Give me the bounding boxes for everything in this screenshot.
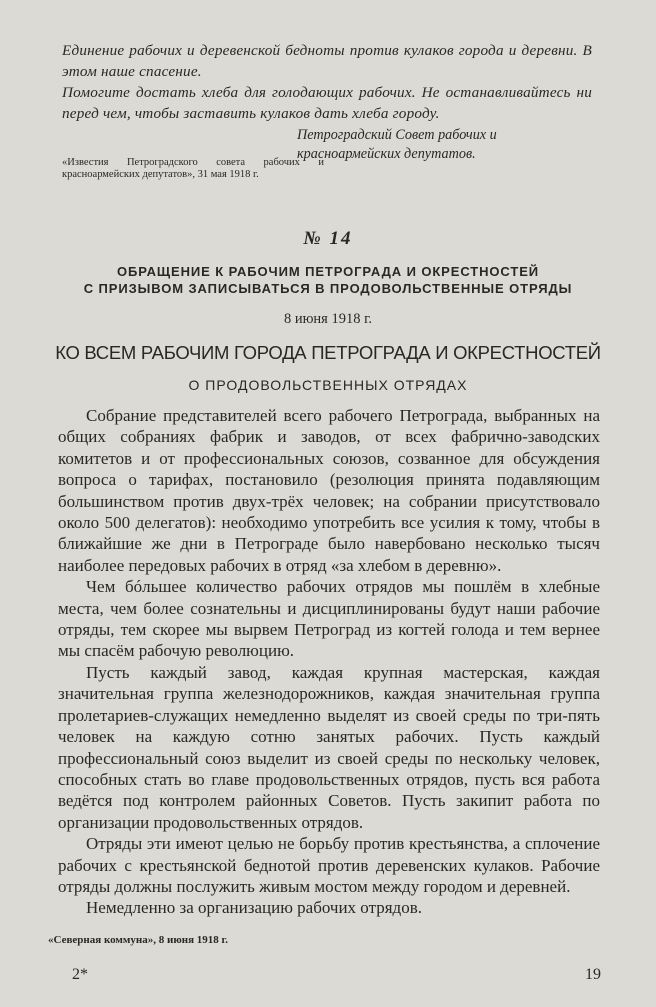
body-paragraph: Чем бóльшее количество рабочих отрядов мы пошлём в хлебные места, чем более сознательны и дисциплинированы будут наши рабочие отряды, тем скорее мы вырвем Петроград из когтей голода и тем вернее мы спасём рабочую революцию. <box>58 577 600 661</box>
signature: Петроградский Совет рабочих и красноармейских депутатов. <box>297 127 497 162</box>
document-date: 8 июня 1918 г. <box>283 311 373 327</box>
body-paragraph: Пусть каждый завод, каждая крупная мастерская, каждая значительная группа железнодорожников, каждая значительная группа пролетариев-служащих немедленно выделят из своей среды по три-пять человек на каждую сотню занятых рабочих. Пусть каждый профессиональный союз выделит из своей среды по нескольку человек, способных стать во главе продовольственных отрядов, пусть вся работа ведётся под контролем районных Советов. Пусть закипит работа по организации продовольственных отрядов. <box>58 662 600 832</box>
body-paragraph: Отряды эти имеют целью не борьбу против крестьянства, а сплочение рабочих с крестьянской беднотой против деревенских кулаков. Рабочие отряды должны послужить живым мостом между городом и деревней. <box>58 834 600 896</box>
document-title-line: С ПРИЗЫВОМ ЗАПИСЫВАТЬСЯ В ПРОДОВОЛЬСТВЕННЫЕ ОТРЯДЫ <box>83 281 573 296</box>
appeal-body <box>58 405 600 919</box>
intro-paragraph: Единение рабочих и деревенской бедноты против кулаков города и деревни. В этом наше спасение. <box>62 42 592 80</box>
body-paragraph: Немедленно за организацию рабочих отрядов. <box>86 898 422 918</box>
source-citation: «Известия Петроградского совета рабочих и красноармейских депутатов», 31 мая 1918 г. <box>62 157 324 180</box>
signature-mark: 2* <box>72 966 88 983</box>
appeal-heading: КО ВСЕМ РАБОЧИМ ГОРОДА ПЕТРОГРАДА И ОКРЕСТНОСТЕЙ <box>55 342 601 363</box>
intro-text <box>62 40 592 124</box>
appeal-subheading: О ПРОДОВОЛЬСТВЕННЫХ ОТРЯДАХ <box>188 377 468 393</box>
intro-paragraph: Помогите достать хлеба для голодающих рабочих. Не останавливайтесь ни перед чем, чтобы заставить кулаков дать хлеба городу. <box>62 84 592 122</box>
document-title-line: ОБРАЩЕНИЕ К РАБОЧИМ ПЕТРОГРАДА И ОКРЕСТНОСТЕЙ <box>116 264 540 279</box>
body-paragraph: Собрание представителей всего рабочего Петрограда, выбранных на общих собраниях фабрик и заводов, от всех фабрично-заводских комитетов и от профессиональных союзов, созванное для обсуждения вопроса о тарифах, постановило (резолюция принята подавляющим большинством против двух-трёх человек; на собрании присутствовало около 500 делегатов): необходимо употребить все усилия к тому, чтобы в ближайшие же дни в Петрограде было навербовано несколько тысяч наиболее передовых рабочих в отряд «за хлебом в деревню». <box>58 406 600 575</box>
page-number: 19 <box>585 966 601 983</box>
document-number: № 14 <box>303 228 353 249</box>
document-title <box>40 263 616 297</box>
source-citation: «Северная коммуна», 8 июня 1918 г. <box>48 934 229 946</box>
